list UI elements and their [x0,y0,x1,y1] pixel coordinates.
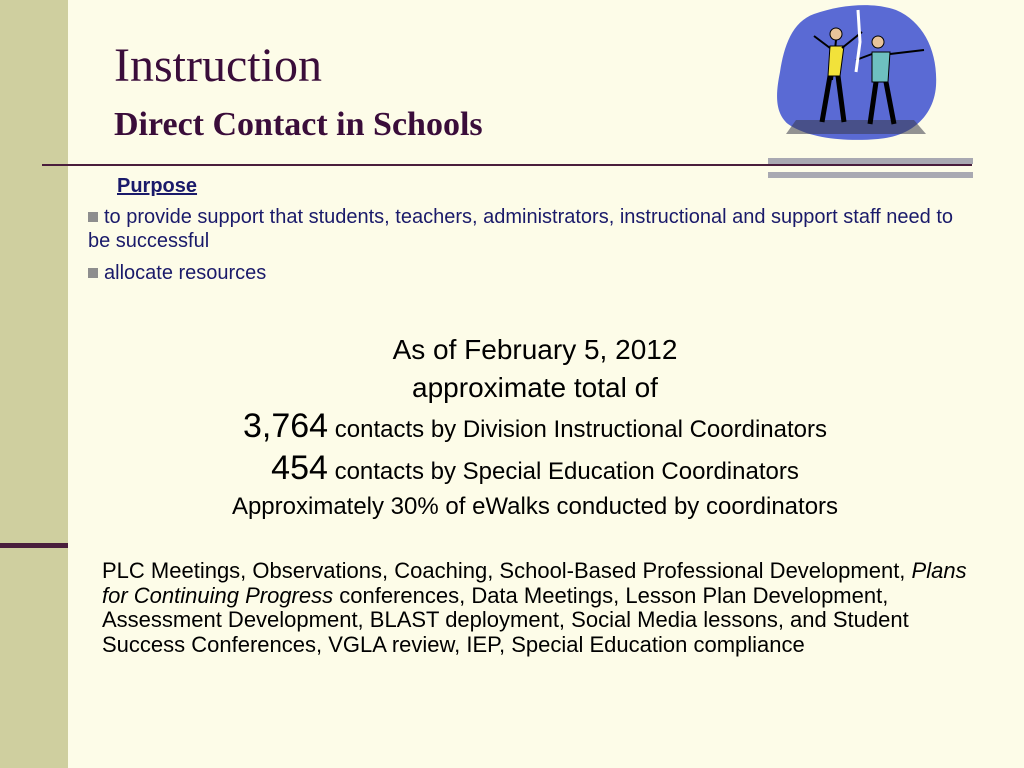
accent-rule [0,543,68,548]
slide-subtitle: Direct Contact in Schools [114,106,483,143]
activities-text-part2: conferences, Data Meetings, Lesson Plan Development, Assessment Development, BLAST deployment, Social Media lessons, and Student Success Conferences, VGLA review, IEP, Special Education compliance [102,582,909,657]
division-contact-label: contacts by Division Instructional Coordinators [334,416,827,443]
slide-title: Instruction [114,39,322,92]
sped-contact-count: 454 [271,449,328,487]
activities-paragraph [102,559,972,657]
purpose-heading: Purpose [117,175,198,197]
sped-contacts-line [90,449,980,491]
total-line: approximate total of [412,372,658,403]
division-contacts-line [90,407,980,449]
bullet-text: allocate resources [104,262,267,284]
square-bullet-icon [88,268,98,278]
square-bullet-icon [88,212,98,222]
contact-statistics [90,331,980,526]
decorative-bar-bottom [768,172,973,178]
purpose-bullet-list [88,205,968,293]
dancing-people-clipart-icon [774,2,942,140]
activities-italic-title: Plans for Continuing Progress [102,558,967,608]
left-accent-band [0,0,68,768]
division-contact-count: 3,764 [243,407,329,445]
title-divider [42,164,972,166]
ewalks-line: Approximately 30% of eWalks conducted by coordinators [231,493,839,520]
sped-contact-label: contacts by Special Education Coordinators [334,458,799,485]
bullet-item [88,205,968,253]
date-line: As of February 5, 2012 [392,334,678,365]
bullet-text: to provide support that students, teachers, administrators, instructional and support staff need to be successful [88,206,954,252]
bullet-item [88,261,968,285]
activities-text-part1: PLC Meetings, Observations, Coaching, School-Based Professional Development, [102,558,912,583]
decorative-bar-top [768,158,973,164]
